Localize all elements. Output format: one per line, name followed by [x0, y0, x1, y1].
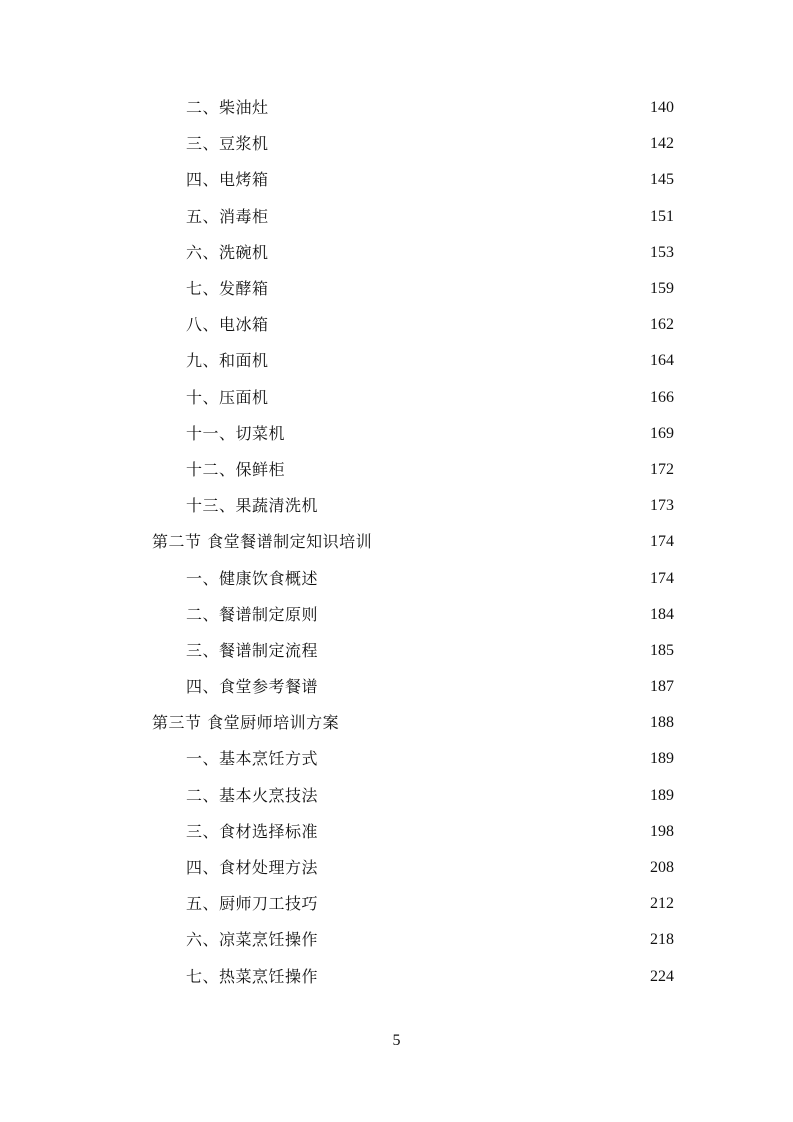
toc-entry-page: 159 — [650, 280, 674, 298]
toc-entry-page: 189 — [650, 786, 674, 804]
toc-dot-leader — [322, 750, 636, 770]
toc-entry[interactable] — [0, 90, 793, 126]
toc-section-entry[interactable] — [0, 524, 793, 560]
toc-entry-label: 四、食材处理方法 — [186, 858, 319, 878]
toc-entry[interactable] — [0, 307, 793, 343]
toc-dot-leader — [273, 389, 636, 409]
toc-entry[interactable] — [0, 922, 793, 958]
toc-entry-page: 208 — [650, 859, 674, 877]
toc-entry-label: 二、餐谱制定原则 — [186, 604, 319, 624]
toc-entry[interactable] — [0, 126, 793, 162]
toc-entry-label: 四、食堂参考餐谱 — [186, 677, 319, 697]
toc-entry-label: 一、基本烹饪方式 — [186, 749, 319, 769]
toc-entry-page: 174 — [650, 569, 674, 587]
toc-entry-page: 189 — [650, 750, 674, 768]
toc-entry[interactable] — [0, 633, 793, 669]
toc-dot-leader — [273, 171, 636, 191]
toc-dot-leader — [322, 678, 636, 698]
toc-entry[interactable] — [0, 271, 793, 307]
toc-entry-label: 六、洗碗机 — [186, 242, 269, 262]
toc-dot-leader — [376, 533, 636, 553]
toc-entry-page: 185 — [650, 641, 674, 659]
toc-entry-page: 198 — [650, 822, 674, 840]
toc-entry-page: 174 — [650, 533, 674, 551]
toc-entry-page: 218 — [650, 931, 674, 949]
toc-entry-page: 184 — [650, 605, 674, 623]
toc-entry-label: 五、厨师刀工技巧 — [186, 894, 319, 914]
toc-entry[interactable] — [0, 235, 793, 271]
toc-entry-label: 十二、保鲜柜 — [186, 459, 286, 479]
toc-entry-page: 224 — [650, 967, 674, 985]
toc-dot-leader — [273, 352, 636, 372]
toc-entry-page: 187 — [650, 678, 674, 696]
toc-entry-label: 九、和面机 — [186, 351, 269, 371]
toc-section-label: 第三节 食堂厨师培训方案 — [152, 713, 340, 733]
toc-entry-label: 四、电烤箱 — [186, 170, 269, 190]
toc-entry-label: 七、热菜烹饪操作 — [186, 966, 319, 986]
toc-entry[interactable] — [0, 850, 793, 886]
toc-entry[interactable] — [0, 416, 793, 452]
toc-entry-label: 十三、果蔬清洗机 — [186, 496, 319, 516]
toc-dot-leader — [322, 823, 636, 843]
toc-entry-label: 二、柴油灶 — [186, 98, 269, 118]
table-of-contents — [0, 90, 793, 995]
toc-dot-leader — [322, 497, 636, 517]
toc-entry[interactable] — [0, 778, 793, 814]
toc-entry-page: 151 — [650, 207, 674, 225]
toc-section-label: 第二节 食堂餐谱制定知识培训 — [152, 532, 373, 552]
toc-dot-leader — [322, 931, 636, 951]
toc-dot-leader — [273, 280, 636, 300]
toc-entry-page: 188 — [650, 714, 674, 732]
toc-dot-leader — [273, 208, 636, 228]
toc-entry-page: 162 — [650, 316, 674, 334]
toc-entry-label: 八、电冰箱 — [186, 315, 269, 335]
toc-entry[interactable] — [0, 741, 793, 777]
toc-entry-page: 142 — [650, 135, 674, 153]
toc-dot-leader — [289, 425, 636, 445]
toc-entry-page: 140 — [650, 99, 674, 117]
toc-entry[interactable] — [0, 343, 793, 379]
toc-entry-label: 七、发酵箱 — [186, 279, 269, 299]
toc-dot-leader — [273, 244, 636, 264]
toc-dot-leader — [322, 787, 636, 807]
toc-dot-leader — [322, 968, 636, 988]
toc-entry-label: 二、基本火烹技法 — [186, 785, 319, 805]
toc-entry-label: 三、豆浆机 — [186, 134, 269, 154]
toc-entry-label: 一、健康饮食概述 — [186, 568, 319, 588]
toc-entry[interactable] — [0, 560, 793, 596]
toc-entry-page: 153 — [650, 243, 674, 261]
toc-entry[interactable] — [0, 452, 793, 488]
toc-dot-leader — [322, 570, 636, 590]
toc-entry-label: 五、消毒柜 — [186, 206, 269, 226]
toc-entry-label: 十一、切菜机 — [186, 423, 286, 443]
toc-entry-page: 212 — [650, 895, 674, 913]
toc-dot-leader — [322, 606, 636, 626]
toc-entry-page: 166 — [650, 388, 674, 406]
toc-entry-label: 三、餐谱制定流程 — [186, 640, 319, 660]
toc-dot-leader — [322, 895, 636, 915]
toc-entry-label: 十、压面机 — [186, 387, 269, 407]
toc-dot-leader — [322, 642, 636, 662]
toc-entry[interactable] — [0, 669, 793, 705]
toc-entry-page: 164 — [650, 352, 674, 370]
toc-entry[interactable] — [0, 162, 793, 198]
toc-entry-label: 六、凉菜烹饪操作 — [186, 930, 319, 950]
toc-entry[interactable] — [0, 959, 793, 995]
toc-dot-leader — [273, 99, 636, 119]
page-number: 5 — [392, 1032, 401, 1049]
toc-dot-leader — [289, 461, 636, 481]
toc-section-entry[interactable] — [0, 705, 793, 741]
toc-entry-page: 145 — [650, 171, 674, 189]
toc-entry[interactable] — [0, 597, 793, 633]
toc-entry-page: 172 — [650, 460, 674, 478]
toc-dot-leader — [343, 714, 636, 734]
toc-dot-leader — [322, 859, 636, 879]
toc-entry-page: 169 — [650, 424, 674, 442]
toc-entry[interactable] — [0, 814, 793, 850]
toc-entry[interactable] — [0, 380, 793, 416]
toc-entry-label: 三、食材选择标准 — [186, 821, 319, 841]
toc-entry[interactable] — [0, 886, 793, 922]
toc-entry-page: 173 — [650, 497, 674, 515]
toc-entry[interactable] — [0, 199, 793, 235]
toc-entry[interactable] — [0, 488, 793, 524]
toc-dot-leader — [273, 135, 636, 155]
toc-dot-leader — [273, 316, 636, 336]
